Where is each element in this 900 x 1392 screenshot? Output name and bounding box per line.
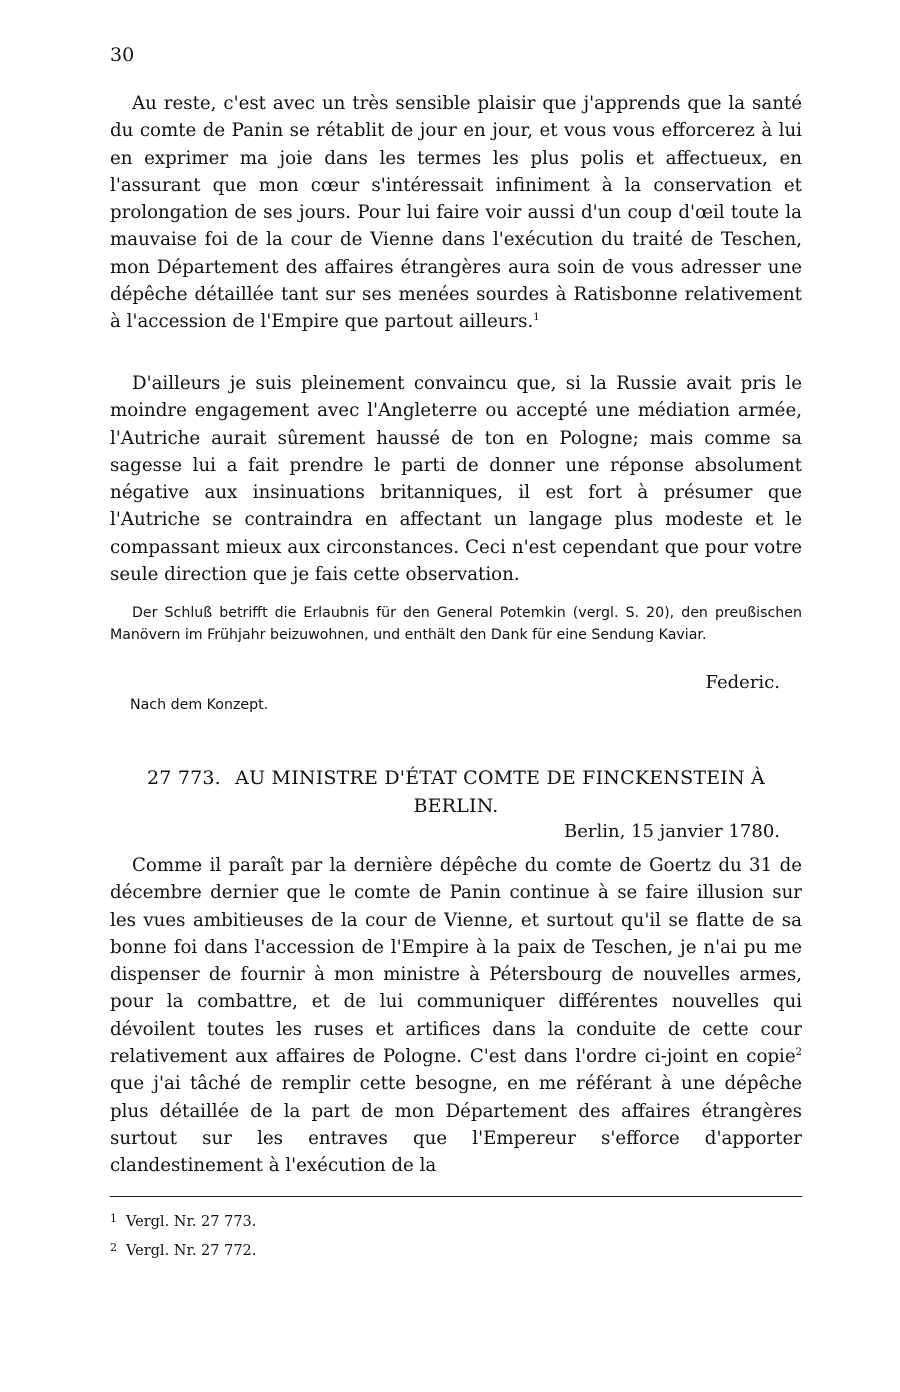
paragraph-3-text-part-2: que j'ai tâché de remplir cette besogne, en me référant à une dépêche plus détaillée de la part de mon Département des affaires étrangères surtout sur les entraves que l'Empereur s'efforce d'apporter clandestinement à l'exécution de la (110, 1073, 802, 1177)
footnote-reference-1: 1 (533, 312, 540, 324)
document-heading (110, 764, 802, 820)
footnote-divider (110, 1196, 802, 1197)
footnote-reference-2: 2 (795, 1047, 802, 1059)
editorial-summary: Der Schluß betrifft die Erlaubnis für den General Potemkin (vergl. S. 20), den preußischen Manövern im Frühjahr beizuwohnen, und enthält den Dank für eine Sendung Kaviar. (110, 605, 802, 643)
paragraph-3-text-part-1: Comme il paraît par la dernière dépêche du comte de Goertz du 31 de décembre dernier que le comte de Panin continue à se faire illusion sur les vues ambitieuses de la cour de Vienne, et surtout qu'il se flatte de sa bonne foi dans l'accession de l'Empire à la paix de Teschen, je n'ai pu me dispenser de fournir à mon ministre à Pétersbourg de nouvelles armes, pour la combattre, et de lui communiquer différentes nouvelles qui dévoilent toutes les ruses et artifices dans la conduite de cette cour relativement aux affaires de Pologne. C'est dans l'ordre ci-joint en copie (110, 855, 802, 1068)
footnote-1 (110, 1206, 256, 1235)
source-note: Nach dem Konzept. (130, 697, 269, 713)
footnote-2-text: Vergl. Nr. 27 772. (126, 1243, 257, 1259)
footnote-2 (110, 1235, 256, 1264)
paragraph-1-text: Au reste, c'est avec un très sensible plaisir que j'apprends que la santé du comte de Panin se rétablit de jour en jour, et vous vous efforcerez à lui en exprimer ma joie dans les termes les plus polis et affectueux, en l'assurant que mon cœur s'intéressait infiniment à la conservation et prolongation de ses jours. Pour lui faire voir aussi d'un coup d'œil toute la mauvaise foi de la cour de Vienne dans l'exécution du traité de Teschen, mon Département des affaires étrangères aura soin de vous adresser une dépêche détaillée tant sur ses menées sourdes à Ratisbonne relativement à l'accession de l'Empire que partout ailleurs. (110, 93, 802, 333)
paragraph-1 (110, 90, 802, 336)
footnote-1-mark: 1 (110, 1212, 117, 1225)
footnote-1-text: Vergl. Nr. 27 773. (126, 1214, 257, 1230)
document-title: AU MINISTRE D'ÉTAT COMTE DE FINCKENSTEIN À BERLIN. (235, 767, 765, 817)
footnote-2-mark: 2 (110, 1241, 117, 1254)
page-number: 30 (110, 44, 135, 66)
dateline: Berlin, 15 janvier 1780. (564, 821, 780, 842)
signature: Federic. (705, 672, 780, 693)
paragraph-3 (110, 852, 802, 1180)
footnotes (110, 1206, 256, 1264)
paragraph-2-text: D'ailleurs je suis pleinement convaincu que, si la Russie avait pris le moindre engagement avec l'Angleterre ou accepté une médiation armée, l'Autriche aurait sûrement haussé de ton en Pologne; mais comme sa sagesse lui a fait prendre le parti de donner une réponse absolument négative aux insinuations britanniques, il est fort à présumer que l'Autriche se contraindra en affectant un langage plus modeste et le compassant mieux aux circonstances. Ceci n'est cependant que pour votre seule direction que je fais cette observation. (110, 373, 802, 586)
document-number: 27 773. (147, 767, 221, 789)
paragraph-2 (110, 370, 802, 588)
